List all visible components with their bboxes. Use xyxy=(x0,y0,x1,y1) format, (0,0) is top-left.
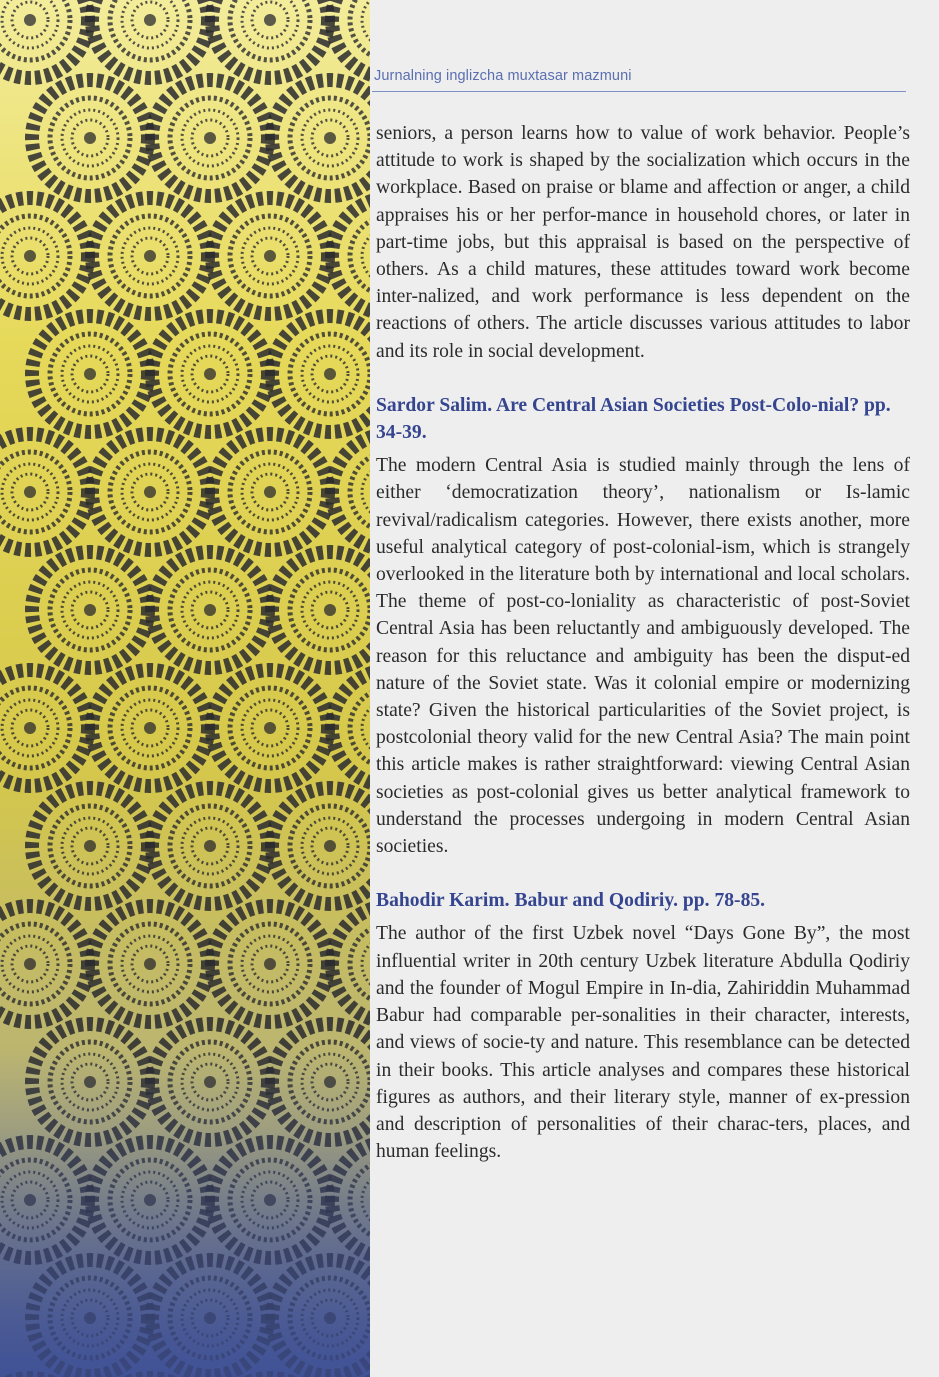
ornament-center-dot xyxy=(24,486,36,498)
ornament-center-dot xyxy=(324,368,336,380)
ornament-center-dot xyxy=(264,722,276,734)
ornament-center-dot xyxy=(204,840,216,852)
ornament-center-dot xyxy=(144,722,156,734)
ornament-center-dot xyxy=(264,250,276,262)
header-rule xyxy=(372,91,906,92)
ornament-center-dot xyxy=(324,840,336,852)
ornament-center-dot xyxy=(144,958,156,970)
ornament-center-dot xyxy=(84,132,96,144)
ornament-center-dot xyxy=(24,722,36,734)
ornament-center-dot xyxy=(24,14,36,26)
pattern-illustration xyxy=(0,0,370,1377)
abstract-column xyxy=(376,120,910,1165)
ornament-center-dot xyxy=(264,486,276,498)
ornament-center-dot xyxy=(84,840,96,852)
ornament-center-dot xyxy=(24,250,36,262)
article-heading-karim: Bahodir Karim. Babur and Qodiriy. pp. 78-85. xyxy=(376,890,766,912)
ornament-center-dot xyxy=(144,250,156,262)
ornament-center-dot xyxy=(144,486,156,498)
article-abstract-karim: The author of the first Uzbek novel “Days Gone By”, the most influential writer in 20th century Uzbek literature Abdulla Qodiriy and the founder of Mogul Empire in In-dia, Zahiriddin Muhammad Babur had comparable per-sonalities in their character, interests, and views of socie-ty and nature. This resemblance can be detected in their books. This article analyses and compares these historical figures as authors, and their literary style, manner of ex-pression and description of personalities of their charac-ters, places, and human feelings. xyxy=(376,923,910,1163)
ornament-center-dot xyxy=(264,958,276,970)
article-heading-salim: Sardor Salim. Are Central Asian Societies Post-Colo-nial? pp. 34-39. xyxy=(376,394,891,444)
ornament-center-dot xyxy=(144,14,156,26)
ornamental-pattern-panel xyxy=(0,0,370,1377)
ornament-center-dot xyxy=(84,368,96,380)
ornament-center-dot xyxy=(204,368,216,380)
ornament-center-dot xyxy=(204,132,216,144)
ornament-center-dot xyxy=(84,604,96,616)
running-header: Jurnalning inglizcha muxtasar mazmuni xyxy=(374,68,632,84)
ornament-center-dot xyxy=(204,604,216,616)
ornament-center-dot xyxy=(324,132,336,144)
article-abstract-salim: The modern Central Asia is studied mainly through the lens of either ‘democratization theory’, nationalism or Is-lamic revival/radicalism categories. However, there exists another, more useful analytical category of post-colonial-ism, which is strangely overlooked in the literature both by international and local scholars. The theme of post-co-loniality as characteristic of post-Soviet Central Asia has been reluctantly and ambiguously developed. The reason for this reluctance and ambiguity has been the disput-ed nature of the Soviet state. Was it colonial empire or modernizing state? Given the historical particularities of the Soviet project, is postcolonial theory valid for the new Central Asia? The main point this article makes is rather straightforward: viewing Central Asian societies as post-colonial gives us better analytical framework to understand the processes undergoing in modern Central Asian societies. xyxy=(376,455,910,858)
ornament-center-dot xyxy=(324,604,336,616)
ornament-center-dot xyxy=(24,958,36,970)
continued-abstract-text: seniors, a person learns how to value of work behavior. People’s attitude to work is shaped by the socialization which occurs in the workplace. Based on praise or blame and affection or anger, a child appraises his or her perfor-mance in household chores, or later in part-time jobs, but this appraisal is based on the perspective of others. As a child matures, these attitudes toward work become inter-nalized, and work performance is less dependent on the reactions of others. The article discusses various attitudes to labor and its role in social development. xyxy=(376,123,910,362)
ornament-center-dot xyxy=(264,14,276,26)
